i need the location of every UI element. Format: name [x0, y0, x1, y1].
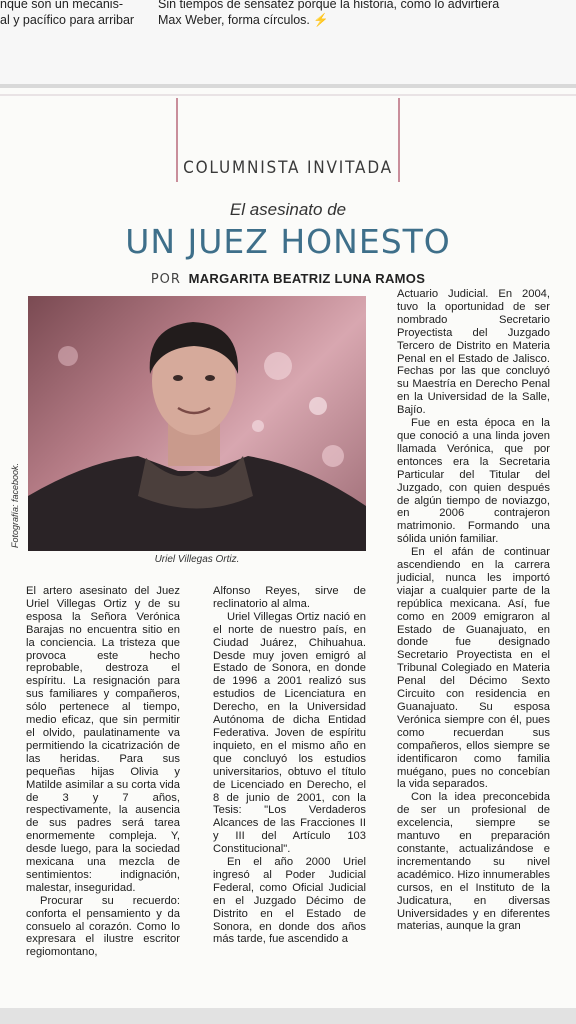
article-page: [0, 88, 576, 1008]
portrait-illustration: [28, 296, 366, 551]
page-bottom-edge: [0, 1008, 576, 1024]
prev-text-left-2: al y pacífico para arribar: [0, 13, 135, 27]
paragraph: En el año 2000 Uriel ingresó al Poder Judicial Federal, como Oficial Judicial en el Juzgado Décimo de Distrito en el Estado de Sonora, en donde dos años más tarde, fue ascendido a: [213, 856, 366, 946]
article-subtitle: El asesinato de: [229, 200, 347, 219]
paragraph: El artero asesinato del Juez Uriel Villegas Ortiz y de su esposa la Señora Verónica Barajas no encuentra sitio en la conciencia. La tristeza que provoca este hecho reprobable, destroza el espíritu. La resignación para sus familiares y compañeros, sólo pertenece al tiempo, medio eficaz, que sin permitir el olvido, paulatinamente va permitiendo la cicatrización de las heridas. Para sus pequeñas hijas Olivia y Matilde asimilar a su corta vida de 3 y 7 años, respectivamente, la ausencia de sus padres será tarea enormemente compleja. Y, desde luego, para la sociedad mexicana una mezcla de sentimientos: indignación, malestar, inseguridad.: [26, 585, 180, 894]
byline: [0, 271, 576, 287]
top-stripe: [0, 94, 576, 96]
prev-text-left-1: nque son un mecanis-: [0, 0, 123, 11]
end-mark-icon: ⚡: [313, 13, 329, 27]
previous-page-fragment: [0, 0, 576, 84]
prev-text-right-2: [158, 12, 329, 28]
portrait-photo: [28, 296, 366, 551]
paragraph: Con la idea preconcebida de ser un profesional de excelencia, siempre se mantuvo en preparación constante, actualizándose e incrementando su nivel académico. Hizo innumerables cursos, en el Instituto de la Judicatura, en diversas Universidades y en diferentes materias, aunque la gran: [397, 791, 550, 933]
author-name: MARGARITA BEATRIZ LUNA RAMOS: [188, 271, 426, 286]
photo-caption: Uriel Villegas Ortiz.: [154, 554, 240, 565]
text-column-2: [213, 585, 366, 946]
paragraph: Fue en esta época en la que conoció a una linda joven llamada Verónica, que por entonces era la Secretaria Particular del Titular del Juzgado, con quien después de algún tiempo de noviazgo, en 2006 contrajeron matrimonio. Formando una sólida unión familiar.: [397, 417, 550, 546]
prev-text-right-2-text: Max Weber, forma círculos.: [158, 13, 310, 27]
paragraph: En el afán de continuar ascendiendo en la carrera judicial, nunca les importó viajar a cualquier parte de la república mexicana. Así, fue como en 2009 emigraron al Estado de Guanajuato, en donde fue designado Secretario Proyectista en el Tribunal Colegiado en Materia Penal del Décimo Sexto Circuito con residencia en Guanajuato. Su esposa Verónica siempre con él, pues como recuerdan sus compañeros, ellos siempre se identificaron como familia muégano, pues no concebían la vida separados.: [397, 546, 550, 791]
prev-text-right-1: Sin tiempos de sensatez porque la historia, como lo advirtiera: [158, 0, 500, 11]
photo-credit: Fotografía: facebook.: [10, 462, 20, 548]
byline-prefix: POR: [150, 272, 181, 287]
paragraph: Alfonso Reyes, sirve de reclinatorio al alma.: [213, 585, 366, 610]
text-column-3: [397, 288, 550, 933]
paragraph: Uriel Villegas Ortiz nació en el norte de nuestro país, en Ciudad Juárez, Chihuahua. Desde muy joven emigró al Estado de Sonora, en donde de 1996 a 2001 realizó sus estudios de Licenciatura en Derecho, en la Universidad Autónoma de dicha Entidad Federativa. Joven de espíritu inquieto, en el mismo año en que concluyó los estudios universitarios, obtuvo el título de Licenciado en Derecho, el 8 de junio de 2001, con la Tesis: "Los Verdaderos Alcances de las Fracciones II y III del Artículo 103 Constitucional".: [213, 610, 366, 856]
paragraph: Actuario Judicial. En 2004, tuvo la oportunidad de ser nombrado Secretario Proyectista del Juzgado Tercero de Distrito en Materia Penal en el Estado de Jalisco. Fechas por las que concluyó su Maestría en Derecho Penal en la Universidad de la Salle, Bajío.: [397, 288, 550, 417]
section-label: COLUMNISTA INVITADA: [183, 158, 393, 178]
paragraph: Procurar su recuerdo: conforta el pensamiento y da consuelo al corazón. Como lo expresara el ilustre escritor regiomontano,: [26, 894, 180, 959]
text-column-1: [26, 585, 180, 959]
article-title: UN JUEZ HONESTO: [125, 222, 451, 261]
